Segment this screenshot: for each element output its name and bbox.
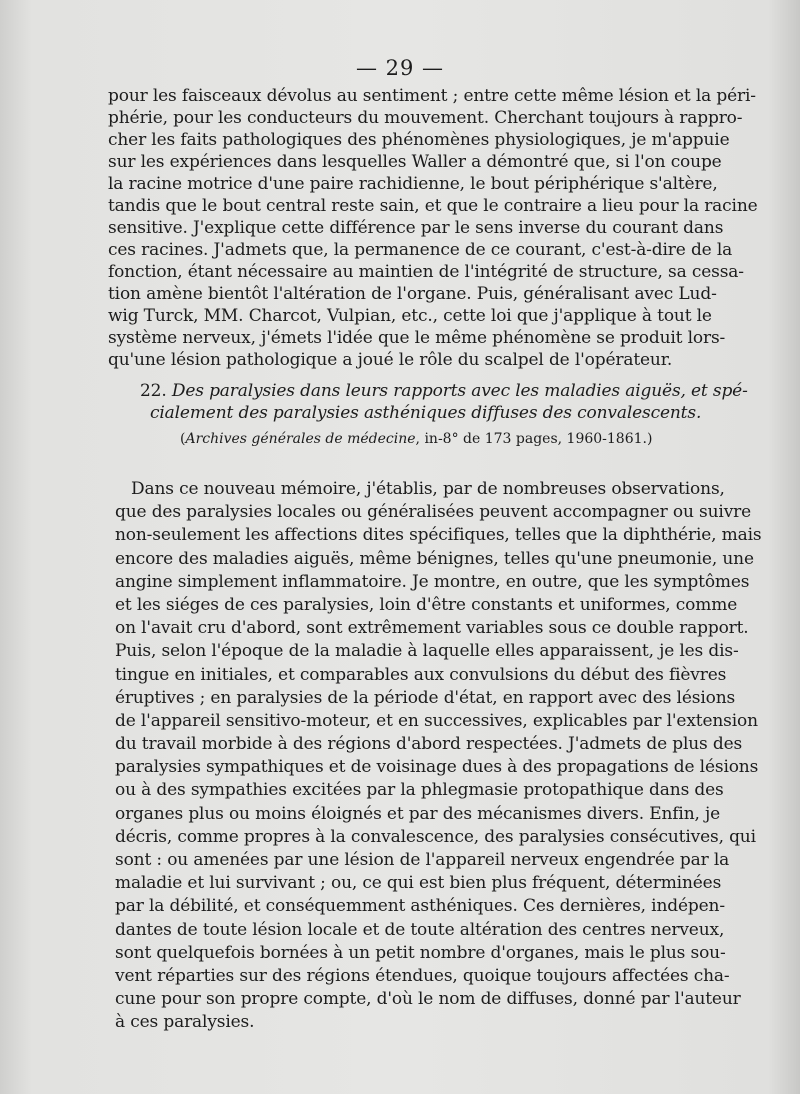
section-title-part-1: Des paralysies dans leurs rapports avec les maladies aiguës, et spé-	[171, 381, 748, 401]
text-line: angine simplement inflammatoire. Je montre, en outre, que les symptômes	[115, 571, 750, 592]
text-line: qu'une lésion pathologique a joué le rôle du scalpel de l'opérateur.	[108, 350, 673, 370]
text-line: éruptives ; en paralysies de la période d'état, en rapport avec des lésions	[115, 687, 736, 708]
text-line: sur les expériences dans lesquelles Waller a démontré que, si l'on coupe	[108, 152, 722, 172]
paragraph-1	[108, 85, 758, 371]
text-line: que des paralysies locales ou généralisées peuvent accompagner ou suivre	[115, 502, 752, 523]
heading-line-1	[140, 380, 748, 402]
paragraph-2	[115, 478, 762, 1035]
text-line: sensitive. J'explique cette différence par le sens inverse du courant dans	[108, 218, 724, 238]
text-line: organes plus ou moins éloignés et par des mécanismes divers. Enfin, je	[115, 803, 721, 824]
publication-details: , in-8° de 173 pages, 1960-1861.)	[415, 431, 653, 447]
text-line: Dans ce nouveau mémoire, j'établis, par de nombreuses observations,	[131, 479, 725, 499]
source-citation: (Archives générales de médecine, in-8° de 173 pages, 1960-1861.)	[180, 431, 653, 447]
text-line: cher les faits pathologiques des phénomènes physiologiques, je m'appuie	[108, 130, 730, 150]
text-line: pour les faisceaux dévolus au sentiment ; entre cette même lésion et la péri-	[108, 86, 756, 106]
text-line: non-seulement les affections dites spécifiques, telles que la diphthérie, mais	[115, 525, 762, 546]
journal-name: Archives générales de médecine	[185, 431, 416, 447]
text-line: cune pour son propre compte, d'où le nom de diffuses, donné par l'auteur	[115, 989, 741, 1010]
text-line: la racine motrice d'une paire rachidienne, le bout périphérique s'altère,	[108, 174, 718, 194]
text-line: sont quelquefois bornées à un petit nombre d'organes, mais le plus sou-	[115, 942, 726, 963]
text-line: de l'appareil sensitivo-moteur, et en successives, explicables par l'extension	[115, 710, 758, 731]
text-line: fonction, étant nécessaire au maintien de l'intégrité de structure, sa cessa-	[108, 262, 744, 282]
text-line: vent réparties sur des régions étendues, quoique toujours affectées cha-	[115, 965, 730, 986]
text-line: ces racines. J'admets que, la permanence de ce courant, c'est-à-dire de la	[108, 240, 733, 260]
text-line: système nerveux, j'émets l'idée que le même phénomène se produit lors-	[108, 328, 726, 348]
section-title-part-2: cialement des paralysies asthéniques diffuses des convalescents.	[150, 403, 702, 423]
text-line: tandis que le bout central reste sain, et que le contraire a lieu pour la racine	[108, 196, 758, 216]
text-line: dantes de toute lésion locale et de toute altération des centres nerveux,	[115, 919, 725, 940]
page-number: — 29 —	[355, 56, 445, 80]
text-line: ou à des sympathies excitées par la phlegmasie protopathique dans des	[115, 780, 724, 801]
text-line: phérie, pour les conducteurs du mouvement. Cherchant toujours à rappro-	[108, 108, 743, 128]
text-line: Puis, selon l'époque de la maladie à laquelle elles apparaissent, je les dis-	[115, 641, 739, 662]
text-line: on l'avait cru d'abord, sont extrêmement variables sous ce double rapport.	[115, 618, 749, 639]
text-line: wig Turck, MM. Charcot, Vulpian, etc., cette loi que j'applique à tout le	[108, 306, 712, 326]
text-line: du travail morbide à des régions d'abord respectées. J'admets de plus des	[115, 734, 743, 755]
text-line: tion amène bientôt l'altération de l'organe. Puis, généralisant avec Lud-	[108, 284, 717, 304]
text-line: et les siéges de ces paralysies, loin d'être constants et uniformes, comme	[115, 594, 738, 615]
text-line: à ces paralysies.	[115, 1012, 255, 1033]
text-line: maladie et lui survivant ; ou, ce qui est bien plus fréquent, déterminées	[115, 873, 722, 894]
section-number: 22.	[140, 381, 167, 401]
text-line: tingue en initiales, et comparables aux convulsions du début des fièvres	[115, 664, 727, 685]
text-line: paralysies sympathiques et de voisinage dues à des propagations de lésions	[115, 757, 759, 778]
text-line: encore des maladies aiguës, même bénignes, telles qu'une pneumonie, une	[115, 548, 754, 569]
section-heading	[140, 380, 748, 424]
text-line: sont : ou amenées par une lésion de l'appareil nerveux engendrée par la	[115, 850, 730, 870]
text-line: par la débilité, et conséquemment asthéniques. Ces dernières, indépen-	[115, 896, 725, 917]
text-line: décris, comme propres à la convalescence, des paralysies consécutives, qui	[115, 826, 756, 847]
